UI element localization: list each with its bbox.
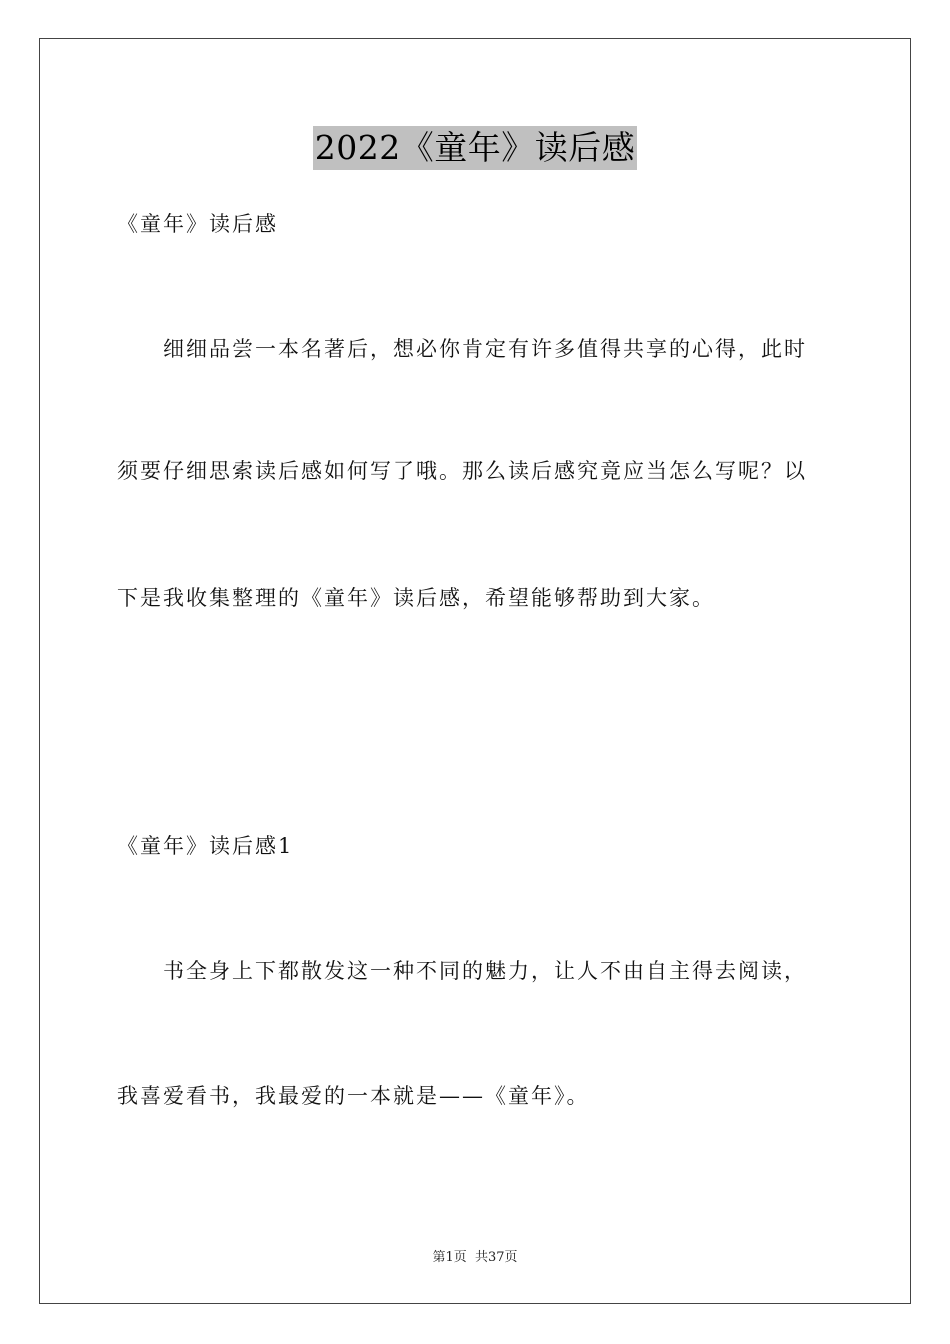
paragraph-2-line-2: 我喜爱看书，我最爱的一本就是——《童年》。	[117, 1084, 590, 1108]
page-footer	[0, 1246, 950, 1265]
page-number: 第1页	[432, 1250, 467, 1265]
page-total: 共37页	[474, 1250, 518, 1265]
subtitle: 《童年》读后感	[117, 212, 278, 236]
paragraph-1-line-2: 须要仔细思索读后感如何写了哦。那么读后感究竟应当怎么写呢？以	[117, 459, 807, 483]
section-heading-1: 《童年》读后感1	[117, 834, 294, 858]
title-container	[0, 126, 950, 170]
document-title: 2022《童年》读后感	[313, 126, 637, 170]
paragraph-1-line-3: 下是我收集整理的《童年》读后感，希望能够帮助到大家。	[117, 586, 715, 610]
paragraph-1-line-1: 细细品尝一本名著后，想必你肯定有许多值得共享的心得，此时	[163, 337, 807, 361]
paragraph-2-line-1: 书全身上下都散发这一种不同的魅力，让人不由自主得去阅读，	[163, 959, 807, 983]
